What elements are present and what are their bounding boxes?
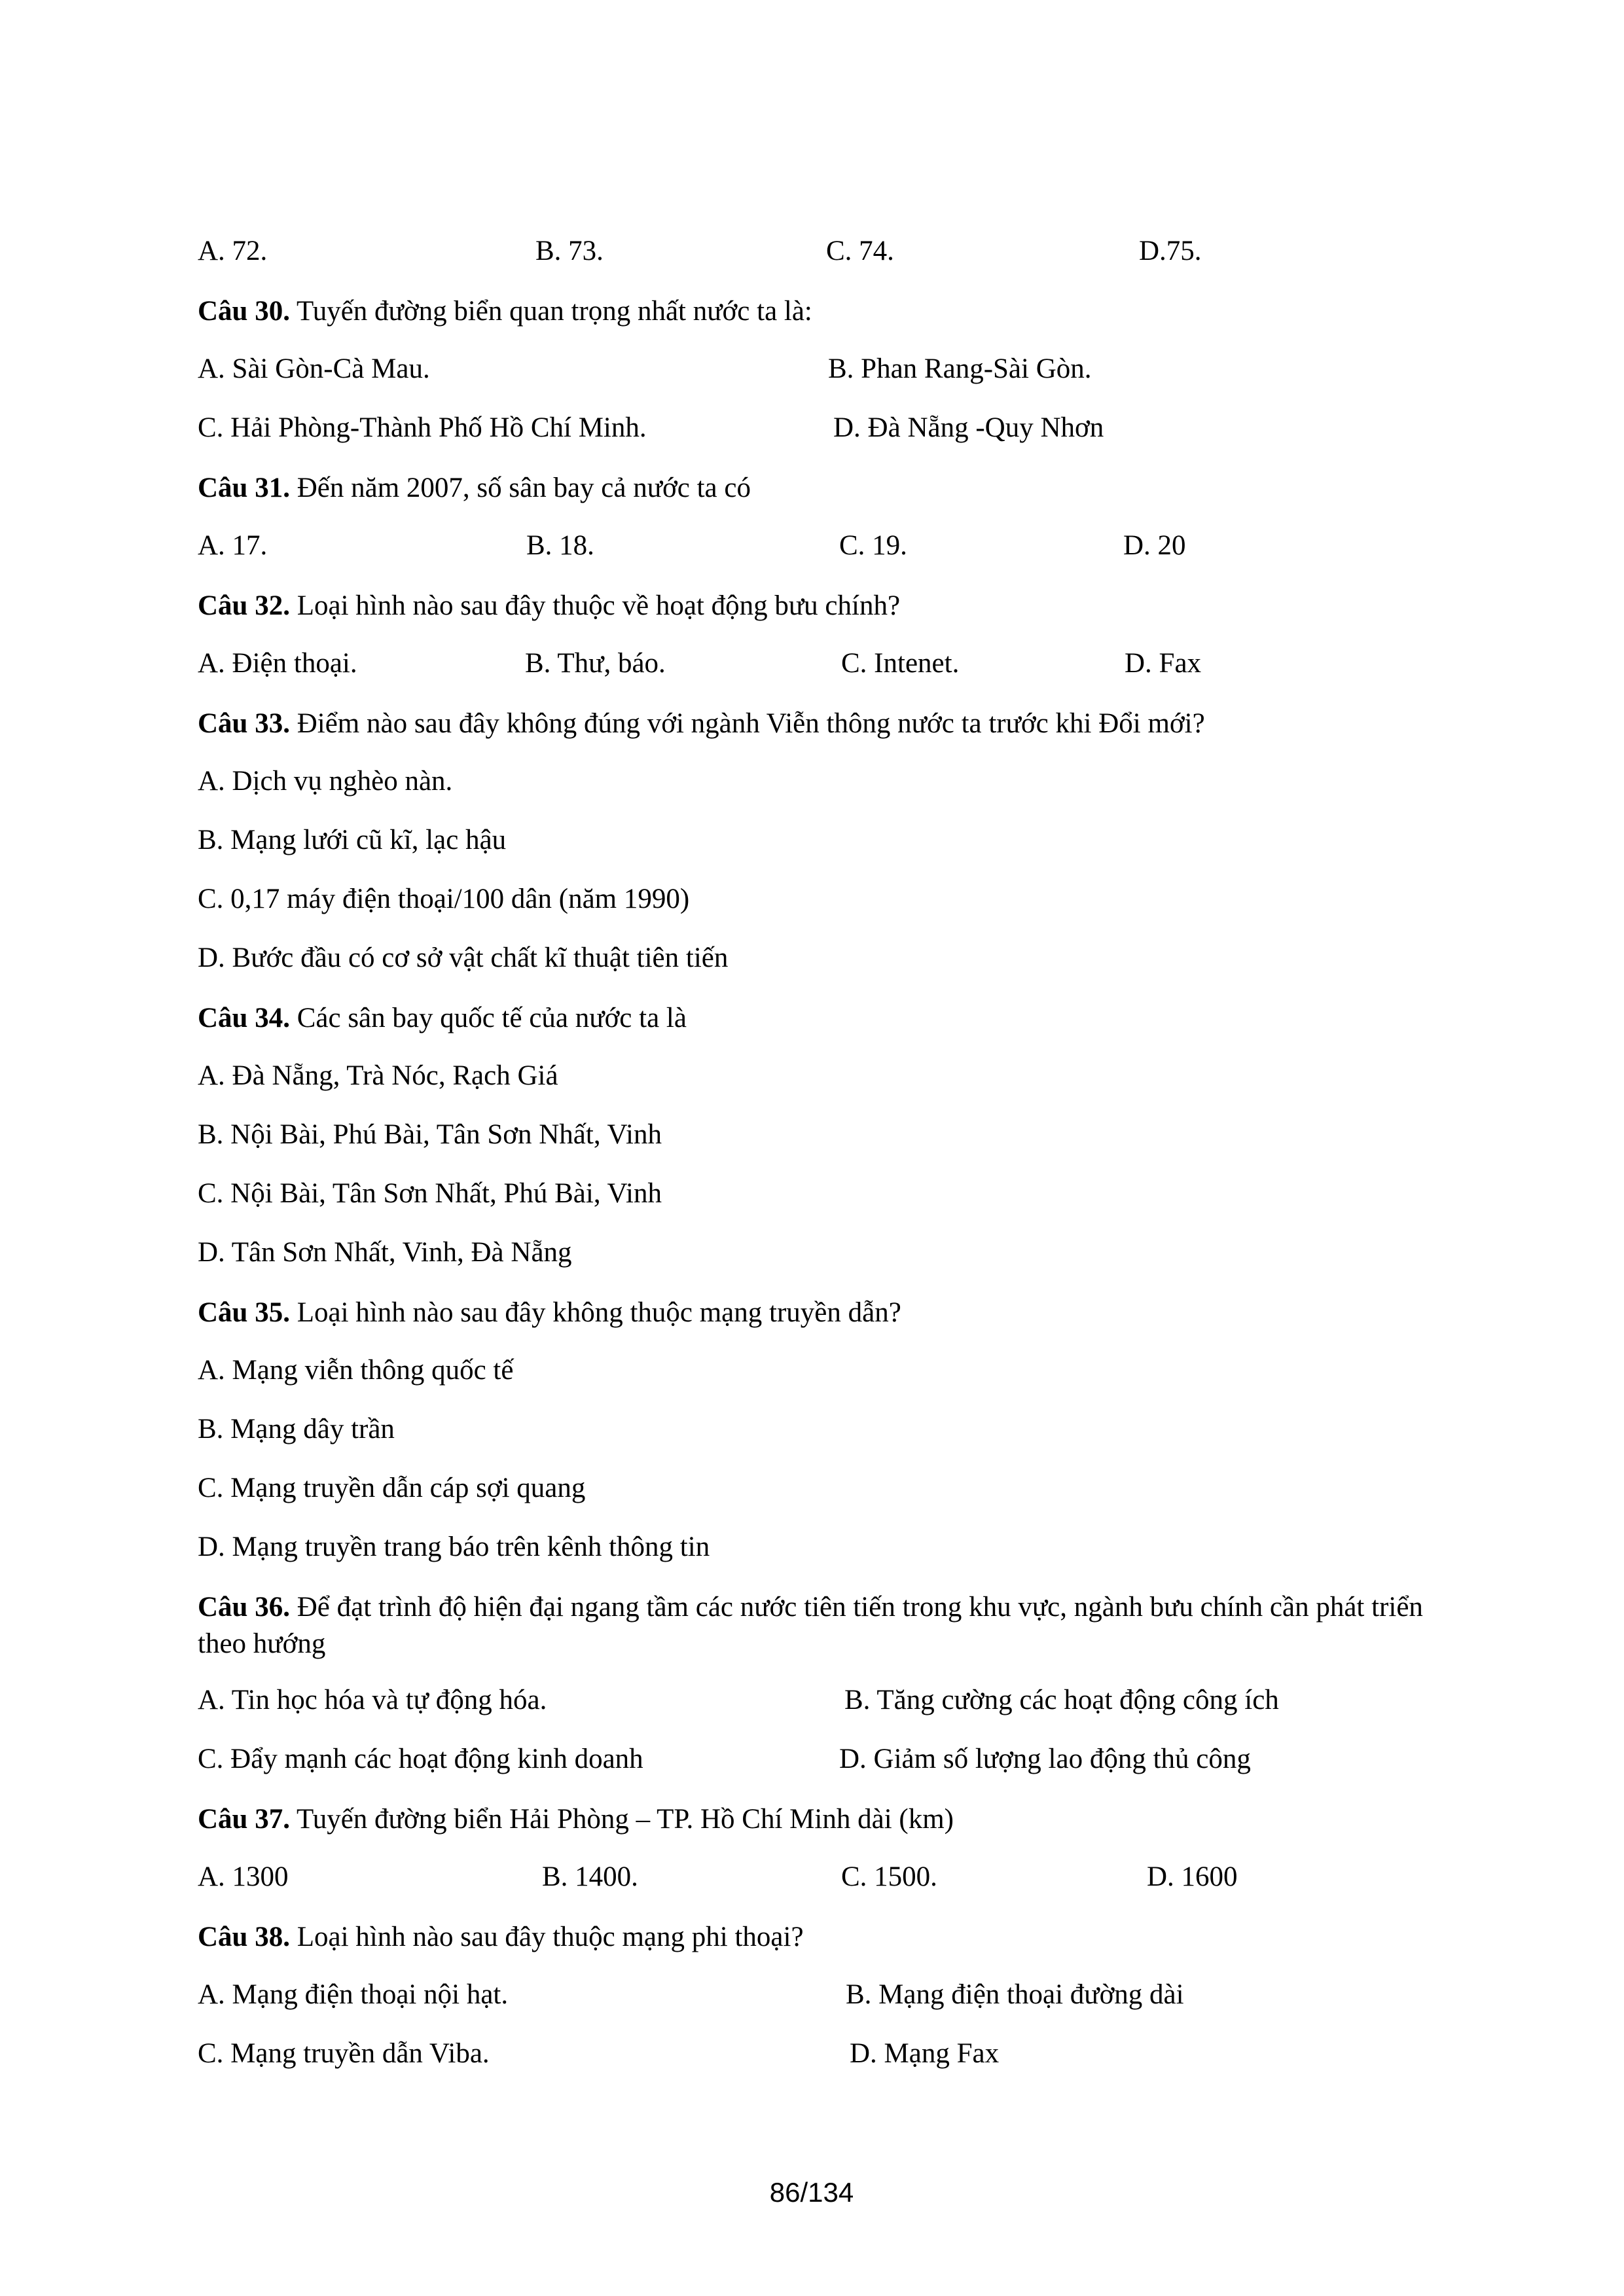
question xyxy=(198,1801,954,1838)
answer-option: D. Mạng Fax xyxy=(850,2038,1000,2069)
question-number: Câu 30. xyxy=(198,296,290,327)
answer-option: A. 72. xyxy=(198,236,268,266)
answer-option: A. Mạng viễn thông quốc tế xyxy=(198,1355,514,1386)
answer-option: A. 1300 xyxy=(198,1861,289,1892)
answer-row xyxy=(0,408,1624,448)
answer-option: C. 1500. xyxy=(841,1861,937,1892)
answer-option: C. Mạng truyền dẫn Viba. xyxy=(198,2038,490,2069)
answer-row xyxy=(0,1681,1624,1720)
answer-option: B. Mạng lưới cũ kĩ, lạc hậu xyxy=(198,825,507,855)
answer-row xyxy=(0,1351,1624,1390)
answer-option: A. Điện thoại. xyxy=(198,648,357,679)
question-number: Câu 33. xyxy=(198,708,290,739)
question-text: Để đạt trình độ hiện đại ngang tầm các nước tiên tiến trong khu vực, ngành bưu chính cần phát triển theo hướng xyxy=(198,1592,1423,1659)
question-text: Loại hình nào sau đây thuộc về hoạt động bưu chính? xyxy=(289,590,901,621)
answer-row xyxy=(0,1857,1624,1897)
question-number: Câu 34. xyxy=(198,1003,290,1033)
question xyxy=(198,1295,901,1331)
question-text: Điểm nào sau đây không đúng với ngành Viễn thông nước ta trước khi Đổi mới? xyxy=(289,708,1205,739)
question-text: Tuyến đường biển Hải Phòng – TP. Hồ Chí Minh dài (km) xyxy=(289,1804,954,1835)
question-number: Câu 37. xyxy=(198,1804,290,1835)
answer-option: B. Tăng cường các hoạt động công ích xyxy=(844,1685,1279,1715)
question xyxy=(198,1919,804,1956)
answer-option: A. Dịch vụ nghèo nàn. xyxy=(198,766,453,797)
answer-row xyxy=(0,1056,1624,1096)
question xyxy=(198,1589,1441,1662)
question-text: Loại hình nào sau đây thuộc mạng phi thoại? xyxy=(289,1922,804,1952)
answer-row xyxy=(0,939,1624,978)
answer-option: C. Nội Bài, Tân Sơn Nhất, Phú Bài, Vinh xyxy=(198,1178,662,1209)
answer-row xyxy=(0,762,1624,801)
answer-row xyxy=(0,2034,1624,2073)
answer-option: C. Hải Phòng-Thành Phố Hồ Chí Minh. xyxy=(198,412,647,443)
question-text: Loại hình nào sau đây không thuộc mạng truyền dẫn? xyxy=(289,1297,901,1328)
answer-option: D. Fax xyxy=(1125,648,1202,679)
answer-option: C. 19. xyxy=(839,530,907,561)
answer-row xyxy=(0,1975,1624,2015)
answer-option: D. Đà Nẵng -Quy Nhơn xyxy=(833,412,1104,443)
answer-option: D.75. xyxy=(1139,236,1202,266)
answer-row xyxy=(0,350,1624,389)
question xyxy=(198,293,812,330)
answer-option: B. Phan Rang-Sài Gòn. xyxy=(828,353,1092,384)
question-number: Câu 38. xyxy=(198,1922,290,1952)
answer-option: D. Mạng truyền trang báo trên kênh thông tin xyxy=(198,1532,710,1562)
answer-option: A. Sài Gòn-Cà Mau. xyxy=(198,353,430,384)
answer-option: D. 1600 xyxy=(1147,1861,1238,1892)
answer-option: D. Giảm số lượng lao động thủ công xyxy=(839,1744,1251,1774)
answer-row xyxy=(0,1174,1624,1213)
answer-row xyxy=(0,821,1624,860)
answer-option: B. Mạng dây trần xyxy=(198,1414,395,1444)
answer-option: D. Tân Sơn Nhất, Vinh, Đà Nẵng xyxy=(198,1237,572,1268)
answer-option: B. Mạng điện thoại đường dài xyxy=(846,1979,1184,2010)
question-number: Câu 35. xyxy=(198,1297,290,1328)
answer-option: D. 20 xyxy=(1123,530,1186,561)
answer-row xyxy=(0,1469,1624,1508)
answer-row xyxy=(0,1740,1624,1779)
question xyxy=(198,588,900,624)
answer-row xyxy=(0,1528,1624,1567)
answer-row xyxy=(0,526,1624,565)
answer-option: C. 0,17 máy điện thoại/100 dân (năm 1990) xyxy=(198,884,690,914)
question xyxy=(198,1000,687,1037)
answer-option: B. 1400. xyxy=(542,1861,638,1892)
answer-option: B. 18. xyxy=(526,530,594,561)
answer-option: A. Mạng điện thoại nội hạt. xyxy=(198,1979,509,2010)
answer-row xyxy=(0,880,1624,919)
question-number: Câu 32. xyxy=(198,590,290,621)
question xyxy=(198,706,1205,742)
page-number: 86/134 xyxy=(769,2177,854,2208)
answer-row xyxy=(0,1115,1624,1155)
question-number: Câu 36. xyxy=(198,1592,290,1623)
question-text: Tuyến đường biển quan trọng nhất nước ta là: xyxy=(289,296,812,327)
answer-option: D. Bước đầu có cơ sở vật chất kĩ thuật tiên tiến xyxy=(198,942,729,973)
answer-option: A. Tin học hóa và tự động hóa. xyxy=(198,1685,547,1715)
question-text: Đến năm 2007, số sân bay cả nước ta có xyxy=(289,473,751,503)
answer-option: C. Mạng truyền dẫn cáp sợi quang xyxy=(198,1473,586,1503)
answer-row xyxy=(0,232,1624,271)
question-text: Các sân bay quốc tế của nước ta là xyxy=(289,1003,687,1033)
question xyxy=(198,470,751,507)
answer-option: A. 17. xyxy=(198,530,268,561)
answer-option: C. 74. xyxy=(826,236,894,266)
answer-row xyxy=(0,1233,1624,1272)
answer-row xyxy=(0,644,1624,683)
answer-option: C. Đẩy mạnh các hoạt động kinh doanh xyxy=(198,1744,643,1774)
answer-option: B. Thư, báo. xyxy=(525,648,666,679)
answer-row xyxy=(0,1410,1624,1449)
answer-option: C. Intenet. xyxy=(841,648,960,679)
answer-option: B. 73. xyxy=(535,236,604,266)
answer-option: B. Nội Bài, Phú Bài, Tân Sơn Nhất, Vinh xyxy=(198,1119,662,1150)
answer-option: A. Đà Nẵng, Trà Nóc, Rạch Giá xyxy=(198,1060,558,1091)
question-number: Câu 31. xyxy=(198,473,290,503)
